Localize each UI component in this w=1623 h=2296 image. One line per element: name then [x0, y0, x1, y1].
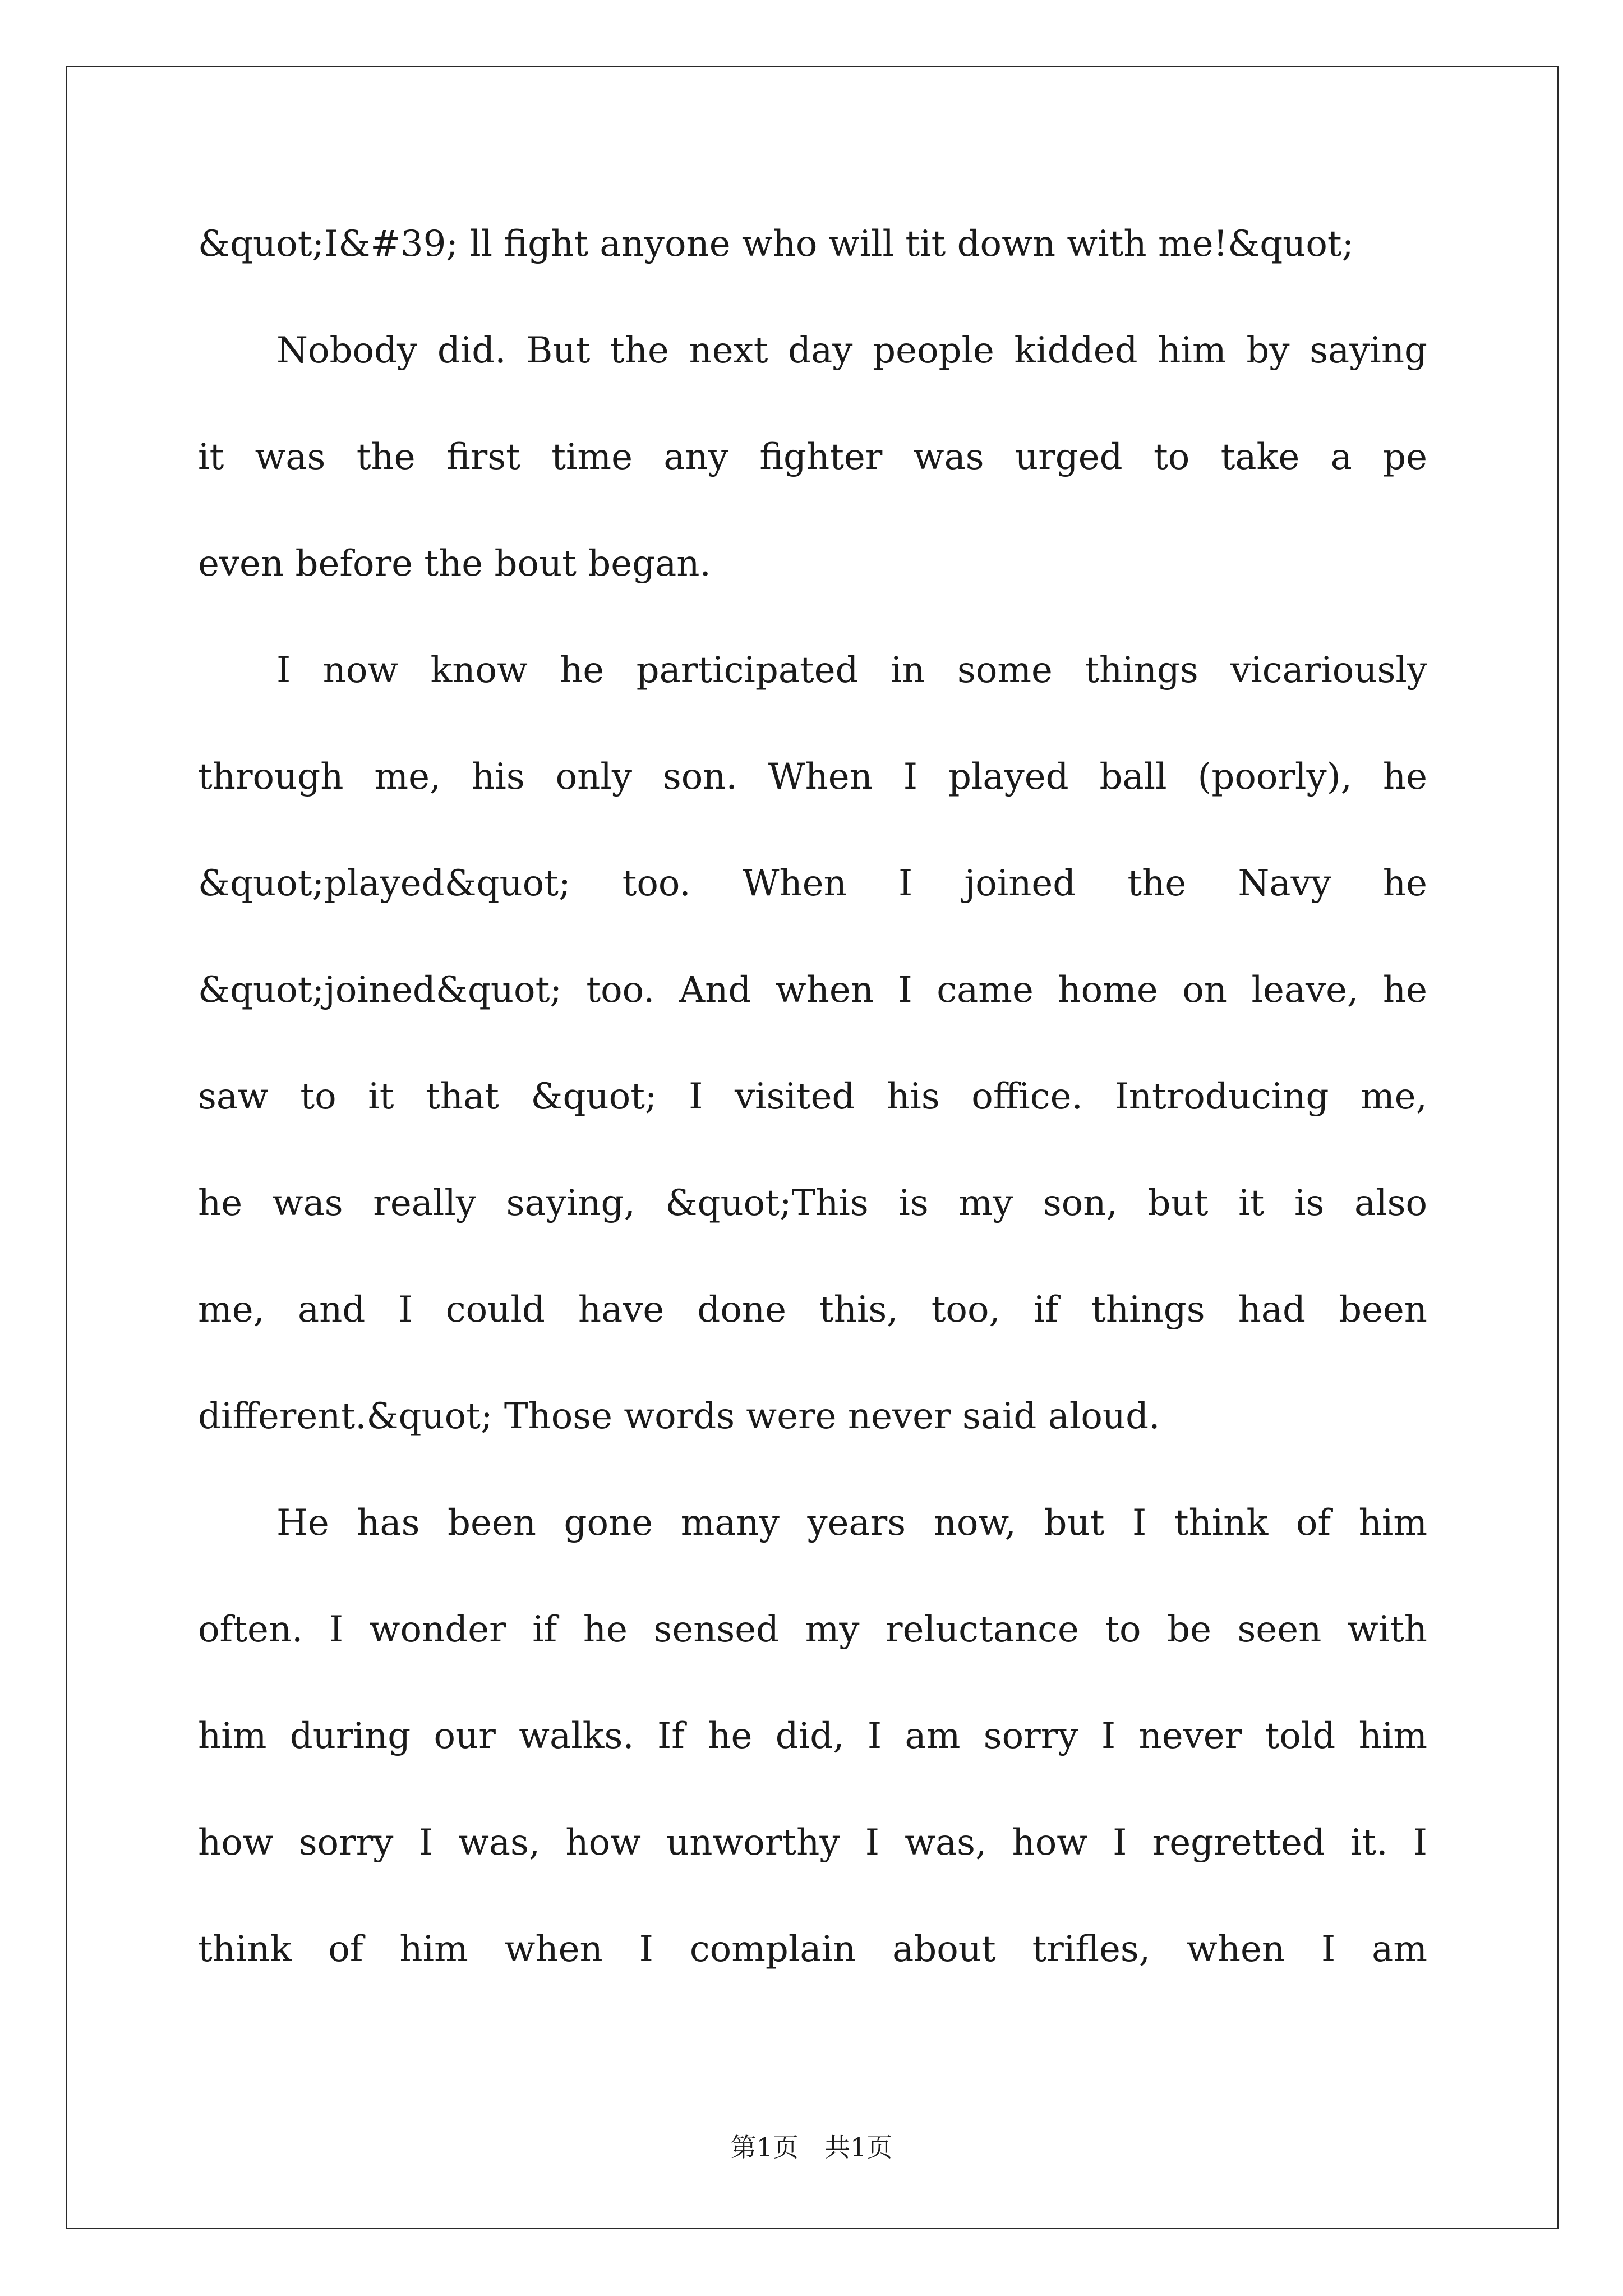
text-line: often. I wonder if he sensed my reluctance to be seen with: [198, 1609, 1427, 1650]
paragraph-first-line: He has been gone many years now, but I think of him: [276, 1502, 1427, 1544]
paragraph-first-line: I now know he participated in some things vicariously: [276, 650, 1427, 691]
text-line: different.&quot; Those words were never said aloud.: [198, 1396, 1160, 1437]
text-line: it was the first time any fighter was urged to take a pe: [198, 436, 1427, 478]
paragraph-first-line: Nobody did. But the next day people kidded him by saying: [276, 330, 1427, 371]
text-line: how sorry I was, how unworthy I was, how I regretted it. I: [198, 1822, 1427, 1864]
text-line: saw to it that &quot; I visited his office. Introducing me,: [198, 1076, 1427, 1117]
text-line: think of him when I complain about trifles, when I am: [198, 1929, 1427, 1970]
text-line: me, and I could have done this, too, if things had been: [198, 1289, 1427, 1331]
text-line: &quot;played&quot; too. When I joined the Navy he: [198, 863, 1427, 904]
text-line: through me, his only son. When I played ball (poorly), he: [198, 756, 1427, 798]
text-line: him during our walks. If he did, I am sorry I never told him: [198, 1715, 1427, 1757]
page-number-footer: 第1页 共1页: [730, 2132, 893, 2162]
text-line: he was really saying, &quot;This is my son, but it is also: [198, 1182, 1427, 1224]
text-line: &quot;I&#39; ll fight anyone who will tit down with me!&quot;: [198, 223, 1354, 265]
page-border: [66, 66, 1559, 2229]
text-line: &quot;joined&quot; too. And when I came home on leave, he: [198, 969, 1427, 1011]
text-line: even before the bout began.: [198, 543, 711, 585]
